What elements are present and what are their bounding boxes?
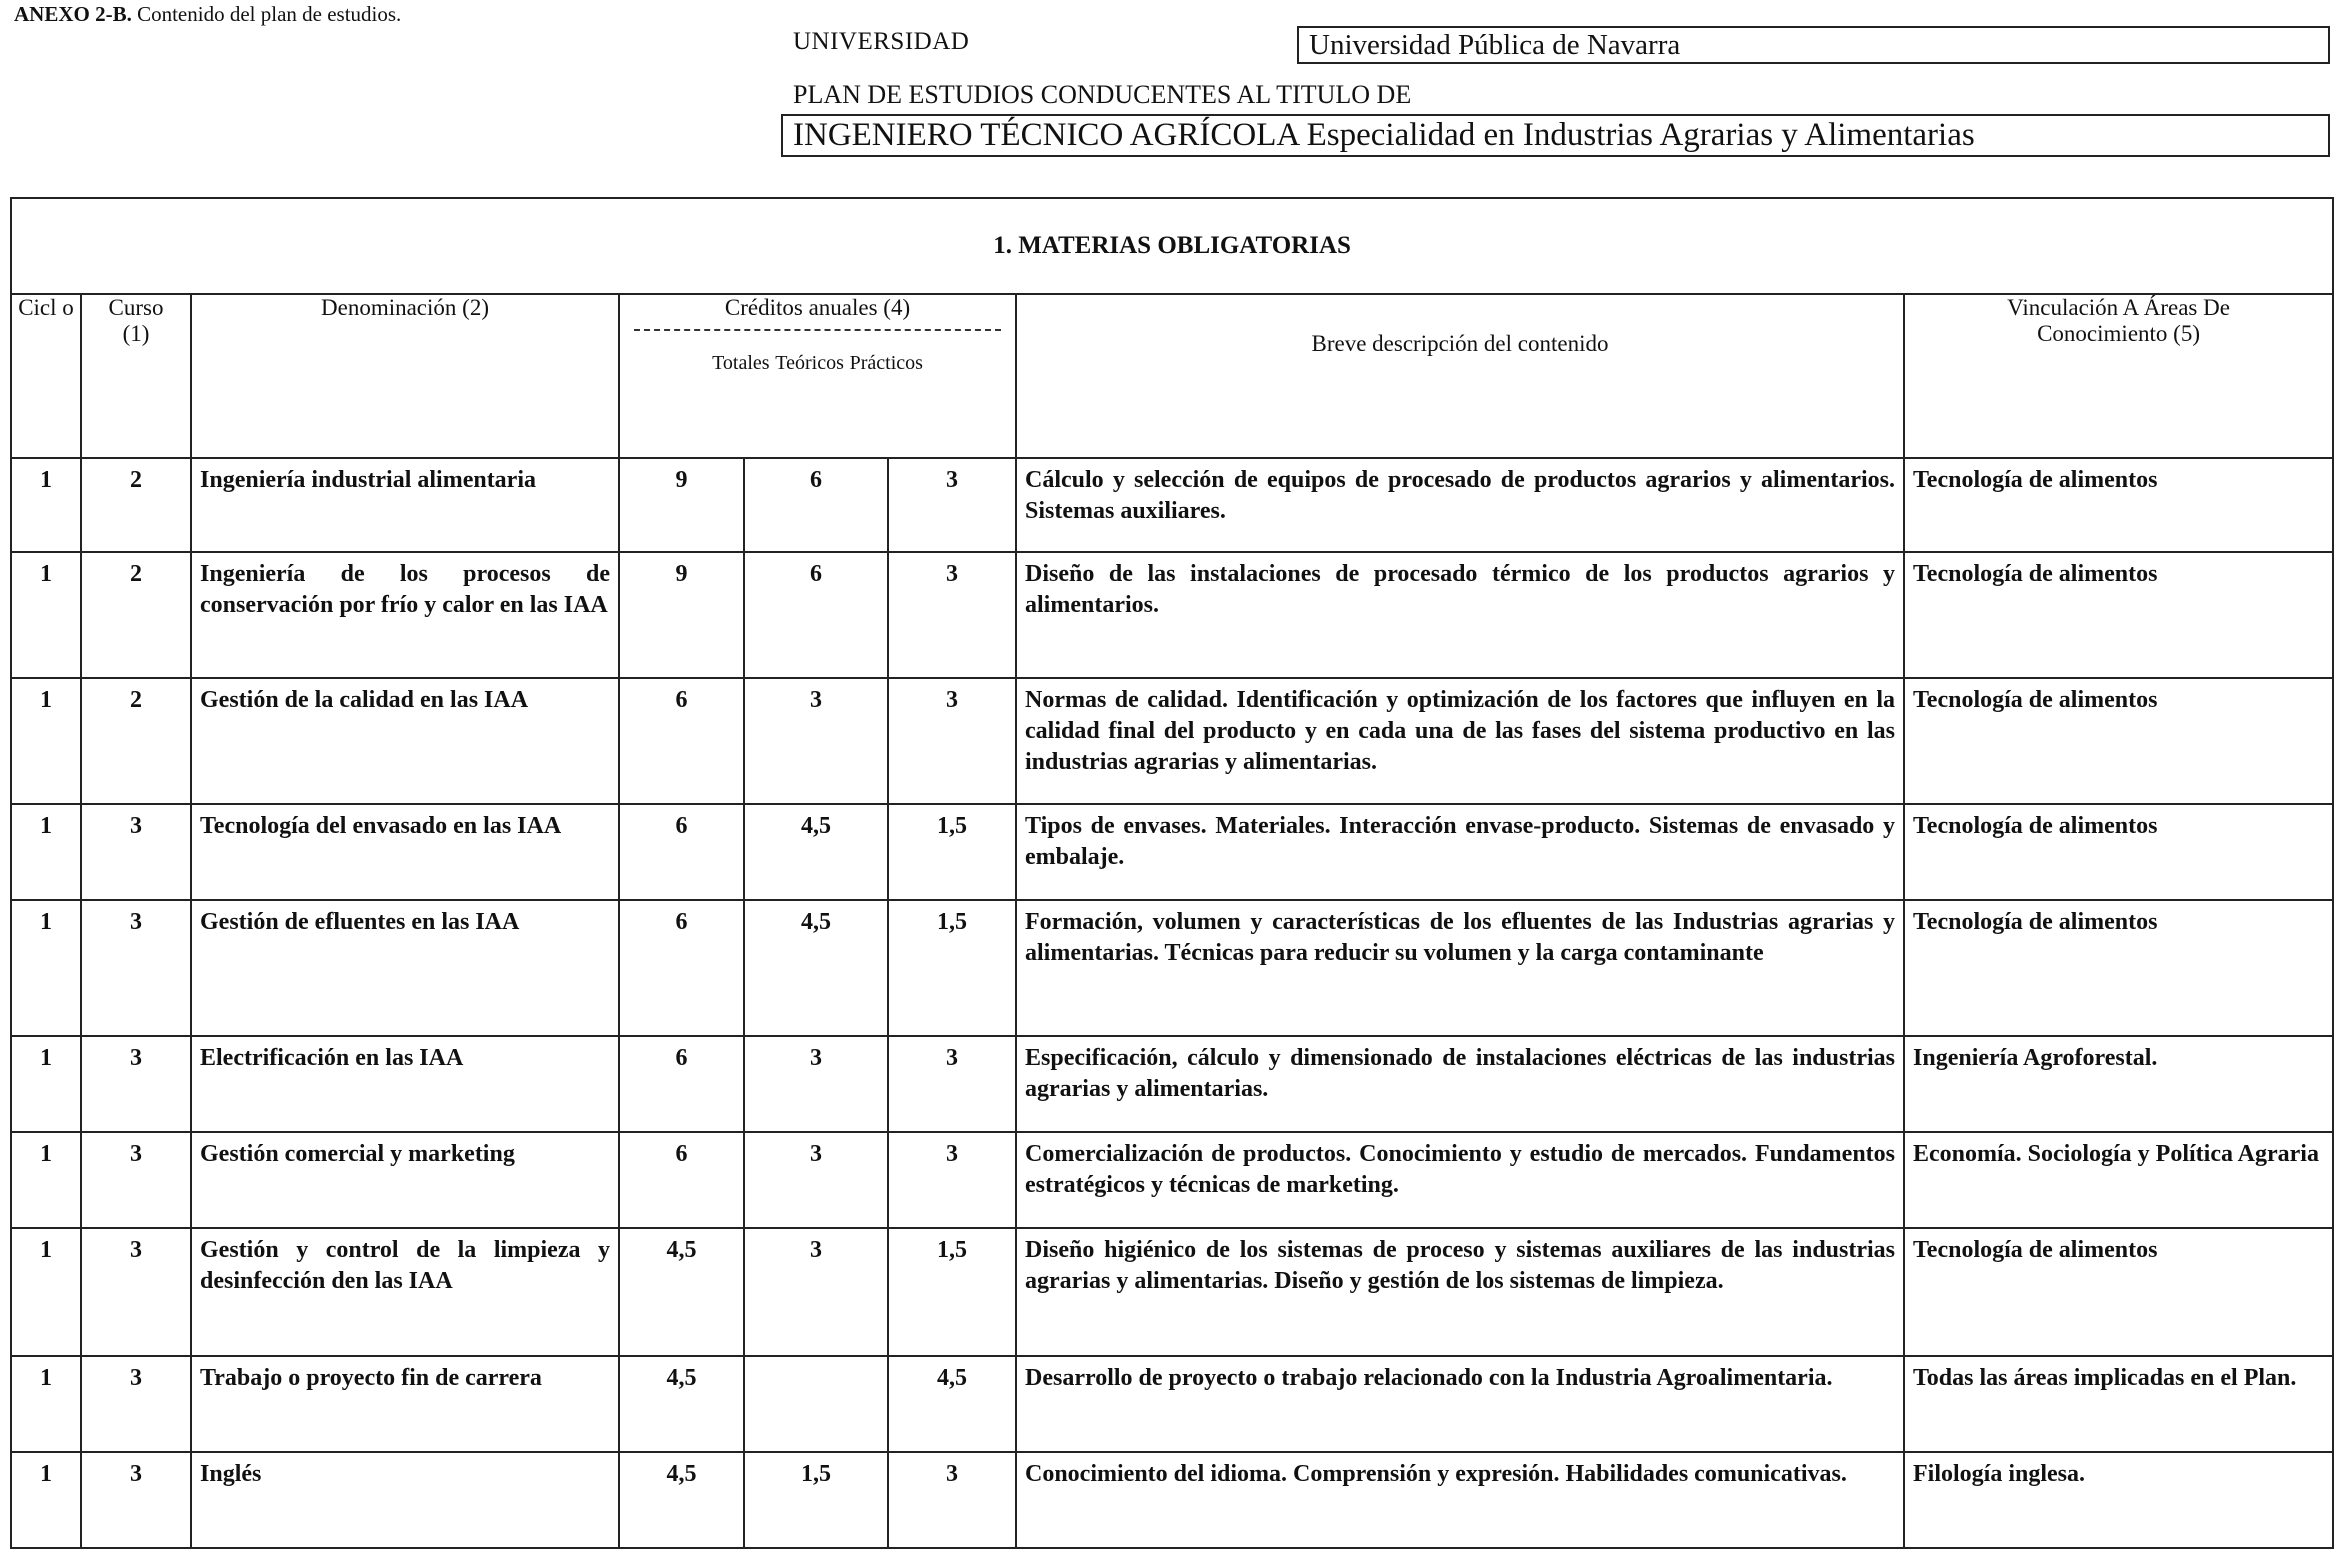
cell-denominacion: Gestión comercial y marketing — [191, 1132, 619, 1228]
cell-ciclo: 1 — [11, 678, 81, 804]
cell-totales: 9 — [619, 458, 744, 552]
cell-descripcion: Especificación, cálculo y dimensionado de instalaciones eléctricas de las industrias agrarias y alimentarias. — [1016, 1036, 1904, 1132]
cell-ciclo: 1 — [11, 1356, 81, 1452]
cell-descripcion: Diseño higiénico de los sistemas de proceso y sistemas auxiliares de las industrias agrarias y alimentarias. Diseño y gestión de los sistemas de limpieza. — [1016, 1228, 1904, 1356]
table-row — [11, 1132, 2333, 1228]
cell-denominacion: Gestión de efluentes en las IAA — [191, 900, 619, 1036]
cell-practicos: 1,5 — [888, 900, 1016, 1036]
cell-totales: 6 — [619, 678, 744, 804]
cell-teoricos: 3 — [744, 1036, 888, 1132]
cell-descripcion: Diseño de las instalaciones de procesado térmico de los productos agrarios y alimentarios. — [1016, 552, 1904, 678]
cell-vinculacion: Tecnología de alimentos — [1904, 552, 2333, 678]
col-descripcion: Breve descripción del contenido — [1016, 294, 1904, 458]
university-label: UNIVERSIDAD — [793, 28, 970, 55]
annex-label: ANEXO 2-B. — [14, 2, 132, 26]
annex-text: Contenido del plan de estudios. — [137, 2, 402, 26]
cell-descripcion: Conocimiento del idioma. Comprensión y expresión. Habilidades comunicativas. — [1016, 1452, 1904, 1548]
table-row — [11, 678, 2333, 804]
col-creditos — [619, 294, 1016, 458]
table-row — [11, 552, 2333, 678]
annex-heading — [14, 2, 401, 27]
cell-curso: 2 — [81, 678, 191, 804]
cell-teoricos: 3 — [744, 1228, 888, 1356]
col-curso: Curso (1) — [81, 294, 191, 458]
cell-totales: 4,5 — [619, 1356, 744, 1452]
cell-descripcion: Desarrollo de proyecto o trabajo relacionado con la Industria Agroalimentaria. — [1016, 1356, 1904, 1452]
cell-totales: 6 — [619, 900, 744, 1036]
cell-practicos: 3 — [888, 1452, 1016, 1548]
cell-practicos: 3 — [888, 1132, 1016, 1228]
cell-curso: 3 — [81, 1132, 191, 1228]
cell-practicos: 4,5 — [888, 1356, 1016, 1452]
cell-curso: 2 — [81, 552, 191, 678]
practicos-label: Prácticos — [849, 352, 923, 374]
cell-denominacion: Ingeniería industrial alimentaria — [191, 458, 619, 552]
cell-ciclo: 1 — [11, 1132, 81, 1228]
cell-ciclo: 1 — [11, 1452, 81, 1548]
cell-denominacion: Gestión y control de la limpieza y desinfección den las IAA — [191, 1228, 619, 1356]
cell-denominacion: Trabajo o proyecto fin de carrera — [191, 1356, 619, 1452]
cell-curso: 3 — [81, 1036, 191, 1132]
cell-teoricos: 3 — [744, 1132, 888, 1228]
cell-ciclo: 1 — [11, 900, 81, 1036]
cell-practicos: 3 — [888, 458, 1016, 552]
cell-vinculacion: Todas las áreas implicadas en el Plan. — [1904, 1356, 2333, 1452]
cell-ciclo: 1 — [11, 1228, 81, 1356]
cell-practicos: 3 — [888, 552, 1016, 678]
cell-curso: 3 — [81, 1452, 191, 1548]
cell-denominacion: Tecnología del envasado en las IAA — [191, 804, 619, 900]
cell-descripcion: Cálculo y selección de equipos de procesado de productos agrarios y alimentarios. Sistemas auxiliares. — [1016, 458, 1904, 552]
table-row — [11, 1228, 2333, 1356]
table-row — [11, 1356, 2333, 1452]
cell-vinculacion: Tecnología de alimentos — [1904, 900, 2333, 1036]
col-vinculacion: Vinculación A Áreas De Conocimiento (5) — [1904, 294, 2333, 458]
table-row — [11, 458, 2333, 552]
cell-descripcion: Comercialización de productos. Conocimiento y estudio de mercados. Fundamentos estratégicos y técnicas de marketing. — [1016, 1132, 1904, 1228]
cell-curso: 3 — [81, 1228, 191, 1356]
cell-denominacion: Ingeniería de los procesos de conservación por frío y calor en las IAA — [191, 552, 619, 678]
col-ciclo: Cicl o — [11, 294, 81, 458]
table-row — [11, 1452, 2333, 1548]
cell-teoricos: 6 — [744, 552, 888, 678]
cell-practicos: 1,5 — [888, 1228, 1016, 1356]
cell-vinculacion: Economía. Sociología y Política Agraria — [1904, 1132, 2333, 1228]
cell-ciclo: 1 — [11, 458, 81, 552]
section-title: 1. MATERIAS OBLIGATORIAS — [11, 198, 2333, 294]
cell-ciclo: 1 — [11, 804, 81, 900]
cell-denominacion: Gestión de la calidad en las IAA — [191, 678, 619, 804]
cell-curso: 3 — [81, 1356, 191, 1452]
teoricos-label: Teóricos — [775, 352, 844, 374]
cell-practicos: 3 — [888, 678, 1016, 804]
cell-descripcion: Tipos de envases. Materiales. Interacción envase-producto. Sistemas de envasado y embalaje. — [1016, 804, 1904, 900]
cell-totales: 6 — [619, 1132, 744, 1228]
cell-curso: 2 — [81, 458, 191, 552]
cell-ciclo: 1 — [11, 552, 81, 678]
cell-totales: 4,5 — [619, 1452, 744, 1548]
subjects-table — [10, 197, 2334, 1549]
cell-teoricos: 3 — [744, 678, 888, 804]
cell-teoricos: 1,5 — [744, 1452, 888, 1548]
cell-denominacion: Inglés — [191, 1452, 619, 1548]
cell-vinculacion: Tecnología de alimentos — [1904, 1228, 2333, 1356]
cell-totales: 9 — [619, 552, 744, 678]
col-denominacion: Denominación (2) — [191, 294, 619, 458]
table-row — [11, 1036, 2333, 1132]
cell-ciclo: 1 — [11, 1036, 81, 1132]
cell-descripcion: Normas de calidad. Identificación y optimización de los factores que influyen en la calidad final del producto y en cada una de las fases del sistema productivo en las industrias agrarias y alimentarias. — [1016, 678, 1904, 804]
university-field: Universidad Pública de Navarra — [1297, 26, 2330, 64]
cell-totales: 6 — [619, 1036, 744, 1132]
cell-practicos: 1,5 — [888, 804, 1016, 900]
creditos-label: Créditos anuales (4) — [634, 295, 1001, 331]
table-body — [11, 458, 2333, 1548]
cell-totales: 6 — [619, 804, 744, 900]
totales-label: Totales — [712, 352, 770, 374]
table-row — [11, 900, 2333, 1036]
cell-totales: 4,5 — [619, 1228, 744, 1356]
cell-curso: 3 — [81, 900, 191, 1036]
cell-practicos: 3 — [888, 1036, 1016, 1132]
cell-teoricos: 4,5 — [744, 900, 888, 1036]
cell-curso: 3 — [81, 804, 191, 900]
plan-label: PLAN DE ESTUDIOS CONDUCENTES AL TITULO DE — [793, 80, 1412, 109]
cell-vinculacion: Filología inglesa. — [1904, 1452, 2333, 1548]
cell-vinculacion: Tecnología de alimentos — [1904, 678, 2333, 804]
cell-teoricos: 6 — [744, 458, 888, 552]
cell-vinculacion: Tecnología de alimentos — [1904, 804, 2333, 900]
cell-teoricos — [744, 1356, 888, 1452]
cell-denominacion: Electrificación en las IAA — [191, 1036, 619, 1132]
cell-vinculacion: Ingeniería Agroforestal. — [1904, 1036, 2333, 1132]
table-row — [11, 804, 2333, 900]
cell-vinculacion: Tecnología de alimentos — [1904, 458, 2333, 552]
cell-teoricos: 4,5 — [744, 804, 888, 900]
cell-descripcion: Formación, volumen y características de los efluentes de las Industrias agrarias y alimentarias. Técnicas para reducir su volumen y la carga contaminante — [1016, 900, 1904, 1036]
degree-field: INGENIERO TÉCNICO AGRÍCOLA Especialidad en Industrias Agrarias y Alimentarias — [781, 114, 2330, 157]
